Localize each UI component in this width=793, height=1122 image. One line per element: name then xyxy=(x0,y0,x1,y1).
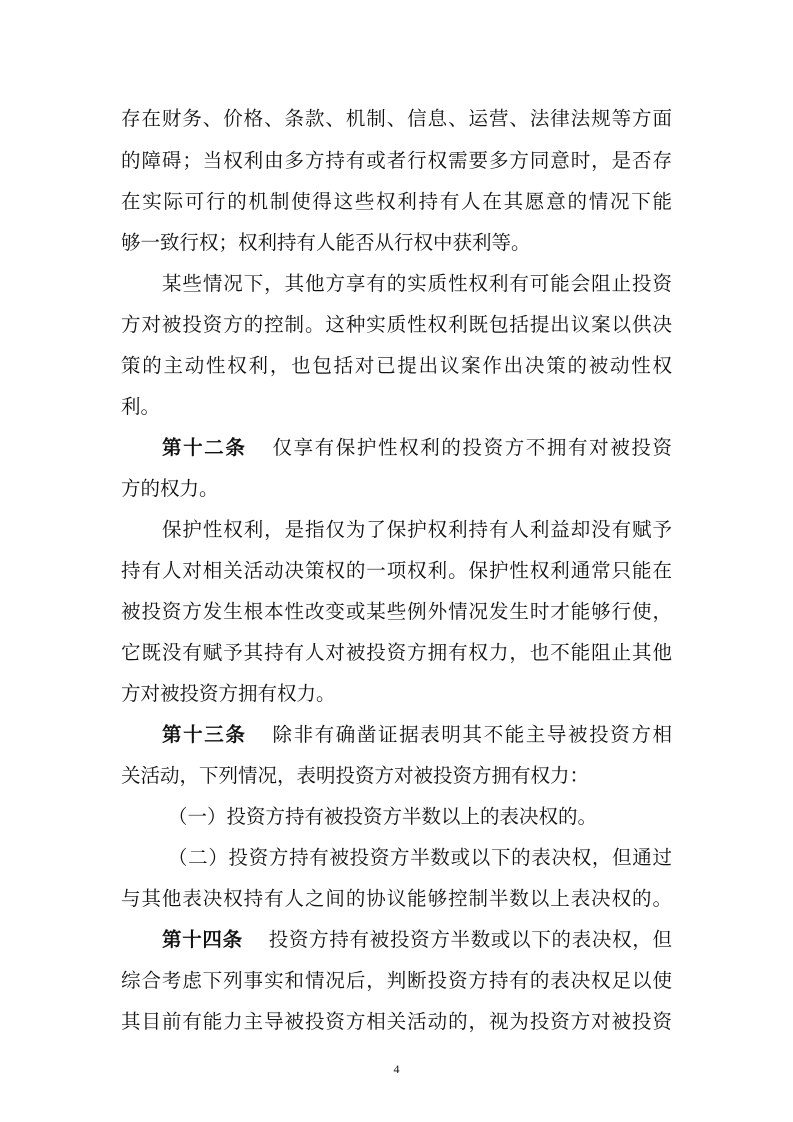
paragraph-4-line-3: 被投资方发生根本性改变或某些例外情况发生时才能够行使， xyxy=(121,600,672,623)
article-14-text: 投资方持有被投资方半数或以下的表决权，但 xyxy=(268,928,672,951)
article-14-line-1 xyxy=(162,928,672,952)
paragraph-1-line-4: 够一致行权；权利持有人能否从行权中获利等。 xyxy=(121,231,531,254)
paragraph-1-line-2: 的障碍；当权利由多方持有或者行权需要多方同意时，是否存 xyxy=(121,149,672,172)
article-12-heading: 第十二条 xyxy=(162,436,247,459)
paragraph-2-line-4: 利。 xyxy=(121,395,161,418)
article-13-text: 除非有确凿证据表明其不能主导被投资方相 xyxy=(272,723,672,746)
article-14-line-2: 综合考虑下列事实和情况后，判断投资方持有的表决权足以使 xyxy=(121,969,672,992)
article-14-line-3: 其目前有能力主导被投资方相关活动的，视为投资方对被投资 xyxy=(121,1010,672,1033)
article-12-line-2: 方的权力。 xyxy=(121,477,219,500)
article-13-line-2: 关活动，下列情况，表明投资方对被投资方拥有权力： xyxy=(121,764,590,787)
article-12-text: 仅享有保护性权利的投资方不拥有对被投资 xyxy=(272,436,672,459)
paragraph-4-line-2: 持有人对相关活动决策权的一项权利。保护性权利通常只能在 xyxy=(121,559,672,582)
article-13-heading: 第十三条 xyxy=(162,723,247,746)
item-2-line-2: 与其他表决权持有人之间的协议能够控制半数以上表决权的。 xyxy=(121,887,672,910)
item-1-line-1: （一）投资方持有被投资方半数以上的表决权的。 xyxy=(168,805,598,828)
paragraph-2-line-3: 策的主动性权利，也包括对已提出议案作出决策的被动性权 xyxy=(121,354,672,377)
paragraph-4-line-1: 保护性权利，是指仅为了保护权利持有人利益却没有赋予 xyxy=(162,518,672,541)
article-13-line-1 xyxy=(162,723,672,747)
item-2-line-1: （二）投资方持有被投资方半数或以下的表决权，但通过 xyxy=(168,846,672,869)
article-12-line-1 xyxy=(162,436,672,460)
paragraph-4-line-5: 方对被投资方拥有权力。 xyxy=(121,682,336,705)
paragraph-1-line-3: 在实际可行的机制使得这些权利持有人在其愿意的情况下能 xyxy=(121,190,672,213)
paragraph-1-line-1: 存在财务、价格、条款、机制、信息、运营、法律法规等方面 xyxy=(121,107,672,130)
paragraph-2-line-2: 方对被投资方的控制。这种实质性权利既包括提出议案以供决 xyxy=(121,313,672,336)
paragraph-4-line-4: 它既没有赋予其持有人对被投资方拥有权力，也不能阻止其他 xyxy=(121,641,672,664)
article-14-heading: 第十四条 xyxy=(162,928,243,951)
paragraph-2-line-1: 某些情况下，其他方享有的实质性权利有可能会阻止投资 xyxy=(162,272,672,295)
page-number: 4 xyxy=(393,1062,400,1076)
